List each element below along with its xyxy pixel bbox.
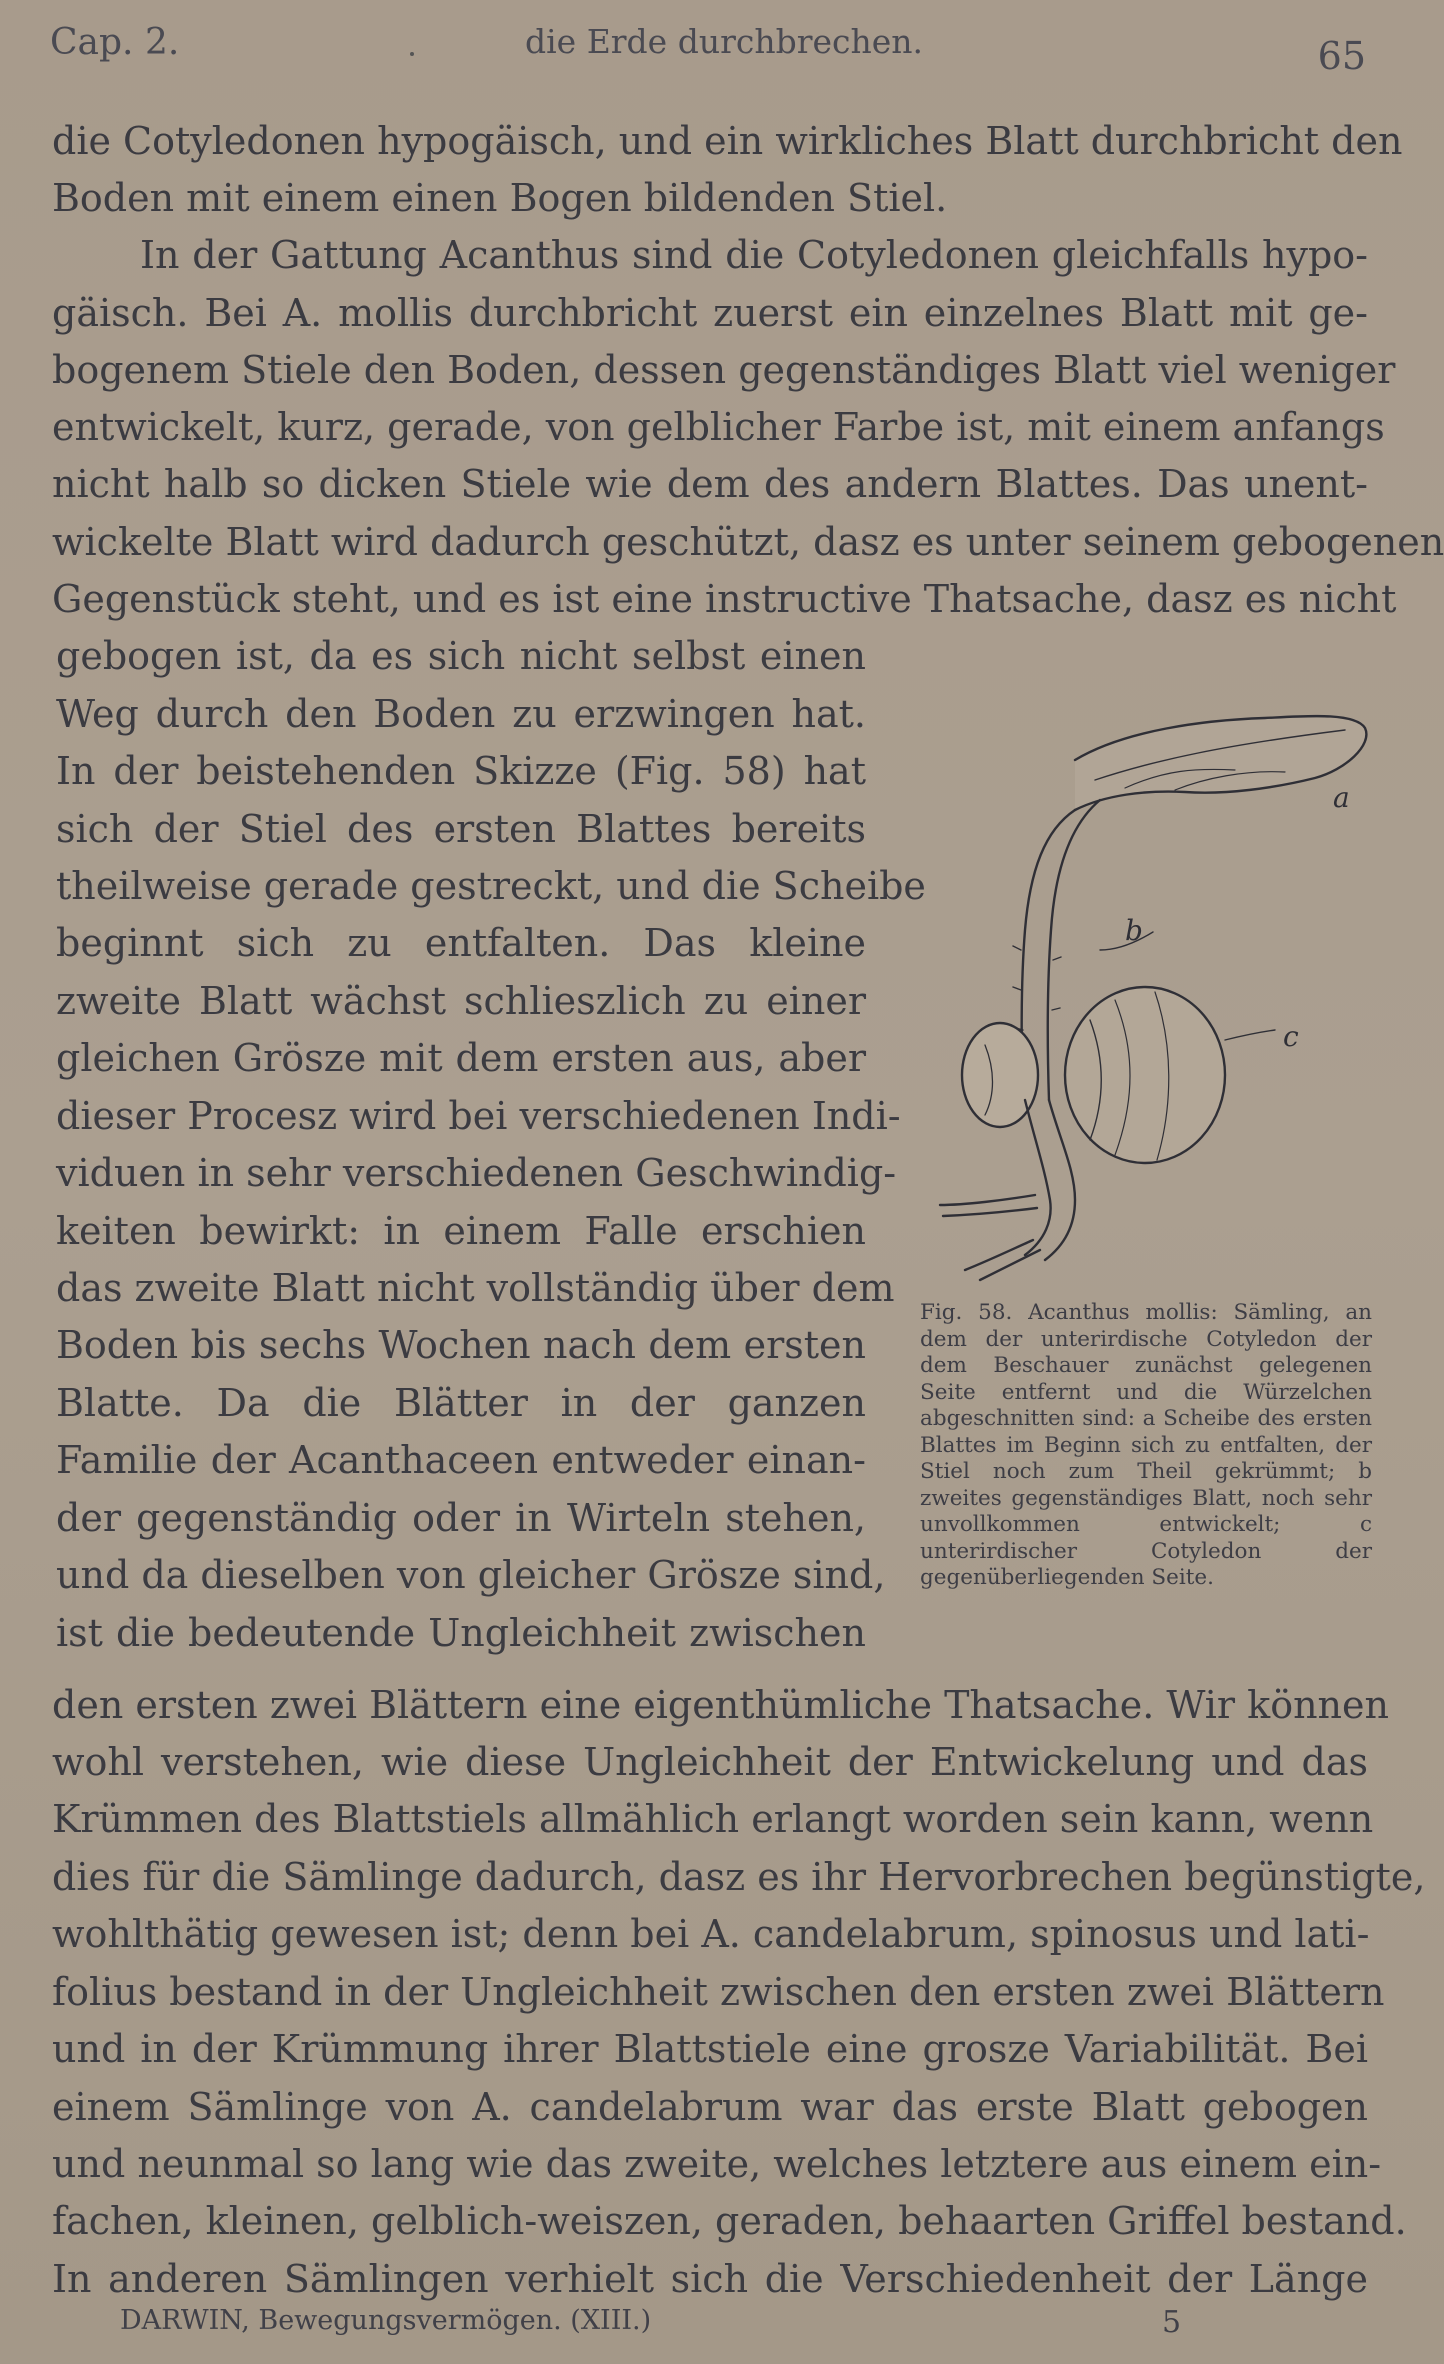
text-line: wickelte Blatt wird dadurch geschützt, dasz es unter seinem gebogenen [52, 520, 1444, 564]
label-a: a [1333, 781, 1350, 814]
text-line: ist die bedeutende Ungleichheit zwischen [56, 1611, 866, 1655]
text-line: Boden mit einem einen Bogen bildenden Stiel. [52, 176, 948, 220]
text-line: In der beistehenden Skizze (Fig. 58) hat [56, 749, 866, 793]
text-line: wohlthätig gewesen ist; denn bei A. candelabrum, spinosus und lati- [52, 1912, 1370, 1956]
chapter-label: Cap. 2. [50, 22, 180, 63]
text-line: Familie der Acanthaceen entweder einan- [56, 1438, 866, 1482]
text-line: den ersten zwei Blättern eine eigenthümliche Thatsache. Wir können [52, 1683, 1389, 1727]
text-line: einem Sämlinge von A. candelabrum war das erste Blatt gebogen [52, 2085, 1368, 2129]
text-line: entwickelt, kurz, gerade, von gelblicher Farbe ist, mit einem anfangs [52, 405, 1385, 449]
text-line: fachen, kleinen, gelblich-weiszen, geraden, behaarten Griffel bestand. [52, 2199, 1407, 2243]
label-b: b [1125, 914, 1143, 947]
text-line: zweite Blatt wächst schlieszlich zu einer [56, 979, 866, 1023]
text-line: folius bestand in der Ungleichheit zwischen den ersten zwei Blättern [52, 1970, 1385, 2014]
footer-sheet-number: 5 [1162, 2305, 1182, 2340]
text-line: gäisch. Bei A. mollis durchbricht zuerst ein einzelnes Blatt mit ge- [52, 291, 1368, 335]
text-line: In der Gattung Acanthus sind die Cotyledonen gleichfalls hypo- [140, 233, 1368, 277]
text-line: bogenem Stiele den Boden, dessen gegenständiges Blatt viel weniger [52, 348, 1396, 392]
text-line: keiten bewirkt: in einem Falle erschien [56, 1209, 866, 1253]
text-line: dies für die Sämlinge dadurch, dasz es ihr Hervorbrechen begünstigte, [52, 1855, 1426, 1899]
text-line: dieser Procesz wird bei verschiedenen Indi- [56, 1094, 901, 1138]
figure-caption [920, 1300, 1372, 1592]
text-line: das zweite Blatt nicht vollständig über dem [56, 1266, 895, 1310]
text-line: Boden bis sechs Wochen nach dem ersten [56, 1323, 866, 1367]
text-line: sich der Stiel des ersten Blattes bereits [56, 807, 866, 851]
text-line: nicht halb so dicken Stiele wie dem des andern Blattes. Das unent- [52, 462, 1368, 506]
text-line: die Cotyledonen hypogäisch, und ein wirkliches Blatt durchbricht den [52, 119, 1403, 163]
text-line: Blatte. Da die Blätter in der ganzen [56, 1381, 866, 1425]
text-line: und da dieselben von gleicher Grösze sind, [56, 1553, 886, 1597]
page-number: 65 [1317, 34, 1366, 78]
text-line: und neunmal so lang wie das zweite, welches letztere aus einem ein- [52, 2142, 1382, 2186]
text-line: gleichen Grösze mit dem ersten aus, aber [56, 1036, 866, 1080]
text-line: wohl verstehen, wie diese Ungleichheit der Entwickelung und das [52, 1740, 1368, 1784]
label-c: c [1283, 1020, 1299, 1053]
caption-text: Fig. 58. Acanthus mollis: Sämling, an dem der unterirdische Cotyledon der dem Beschauer zunächst gelegenen Seite entfernt und die Würzelchen abgeschnitten sind: a Scheibe des ersten Blattes im Beginn sich zu entfalten, der Stiel noch zum Theil gekrümmt; b zweites gegenständiges Blatt, noch sehr unvollkommen entwickelt; c unterirdischer Cotyledon der gegenüberliegenden Seite. [920, 1300, 1372, 1590]
text-line: der gegenständig oder in Wirteln stehen, [56, 1496, 866, 1540]
text-line: und in der Krümmung ihrer Blattstiele eine grosze Variabilität. Bei [52, 2027, 1368, 2071]
text-line: theilweise gerade gestreckt, und die Scheibe [56, 864, 926, 908]
running-title: die Erde durchbrechen. [525, 22, 924, 61]
footer-signature: DARWIN, Bewegungsvermögen. (XIII.) [120, 2305, 652, 2336]
text-line: Gegenstück steht, und es ist eine instructive Thatsache, dasz es nicht [52, 577, 1397, 621]
text-line: Weg durch den Boden zu erzwingen hat. [56, 692, 866, 736]
seedling-illustration [925, 700, 1375, 1290]
text-line: Krümmen des Blattstiels allmählich erlangt worden sein kann, wenn [52, 1797, 1374, 1841]
text-line: In anderen Sämlingen verhielt sich die Verschiedenheit der Länge [52, 2257, 1368, 2301]
text-line: viduen in sehr verschiedenen Geschwindig- [56, 1151, 897, 1195]
text-line: gebogen ist, da es sich nicht selbst einen [56, 634, 866, 678]
print-speck [410, 52, 414, 56]
text-line: beginnt sich zu entfalten. Das kleine [56, 921, 866, 965]
